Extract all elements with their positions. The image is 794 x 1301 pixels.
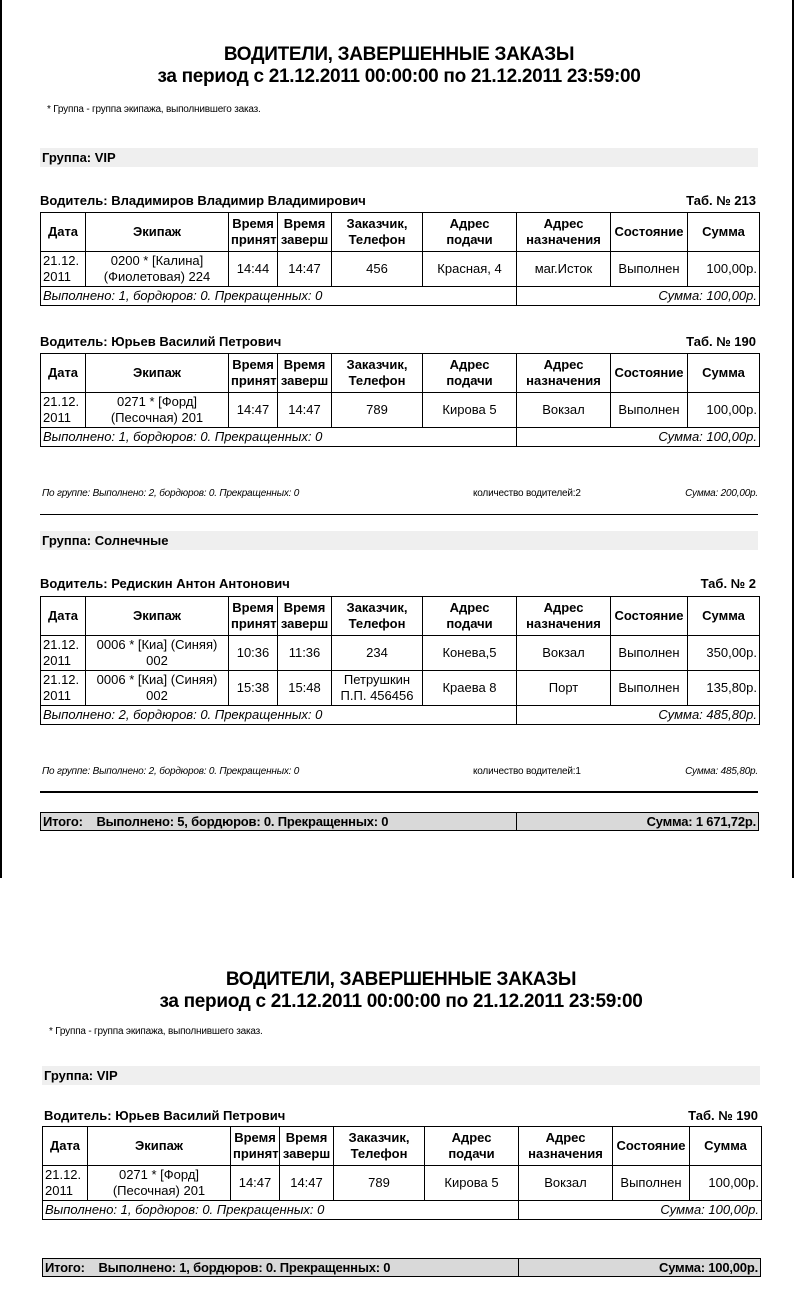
col-time-done [278, 213, 332, 252]
col-crew: Экипаж [86, 213, 229, 252]
cell-date [43, 1166, 88, 1201]
report-title-text: ВОДИТЕЛИ, ЗАВЕРШЕННЫЕ ЗАКАЗЫ [223, 44, 575, 65]
col-label: Заказчик, [346, 600, 408, 615]
cell-done: 15:48 [278, 671, 332, 706]
col-label: Время [234, 1130, 276, 1145]
report-period: за период с 21.12.2011 00:00:00 по 21.12.2011 23:59:00 [159, 991, 643, 1012]
col-time-accepted [231, 1127, 280, 1166]
col-crew: Экипаж [86, 597, 229, 636]
cell-pickup: Кирова 5 [423, 393, 517, 428]
cell-text: Петрушкин [343, 672, 411, 687]
cell-customer [332, 636, 423, 671]
col-pickup [425, 1127, 519, 1166]
cell-sum: 100,00р. [690, 1166, 762, 1201]
cell-text: 21.12. [45, 1167, 82, 1182]
group-driver-count: количество водителей:1 [473, 766, 581, 777]
driver-name: Водитель: Редискин Антон Антонович [40, 576, 290, 591]
driver-summary-sum: Сумма: 100,00р. [519, 1201, 762, 1220]
col-time-done [280, 1127, 334, 1166]
driver-tab-number: Таб. № 2 [700, 576, 756, 591]
cell-text: 2011 [43, 653, 71, 668]
col-label: Адрес [543, 216, 584, 231]
col-label: Адрес [545, 1130, 586, 1145]
orders-table [40, 353, 760, 447]
grand-total-sum: Сумма: 1 671,72р. [646, 814, 756, 829]
col-destination [517, 597, 611, 636]
cell-accepted: 14:47 [229, 393, 278, 428]
col-label: Адрес [543, 357, 584, 372]
cell-crew [88, 1166, 231, 1201]
driver-summary-row [43, 1201, 762, 1220]
cell-text: 21.12. [43, 394, 80, 409]
cell-sum: 350,00р. [688, 636, 760, 671]
cell-text: 002 [146, 653, 168, 668]
col-destination [519, 1127, 613, 1166]
group-total-counts: По группе: Выполнено: 2, бордюров: 0. Прекращенных: 0 [42, 488, 300, 499]
cell-text: 0006 * [Киа] (Синяя) [96, 637, 218, 652]
col-customer [334, 1127, 425, 1166]
cell-sum: 100,00р. [688, 393, 760, 428]
cell-accepted: 15:38 [229, 671, 278, 706]
cell-sum: 100,00р. [688, 252, 760, 287]
cell-text: 789 [368, 1175, 390, 1190]
report-title [4, 969, 794, 1013]
col-label: Время [232, 216, 274, 231]
orders-table [40, 212, 760, 306]
col-label: принят [233, 1146, 279, 1161]
report-title [2, 44, 794, 88]
grand-total-split [518, 1259, 519, 1276]
cell-text: 0271 * [Форд] [116, 394, 198, 409]
table-header-row [41, 354, 760, 393]
col-label: назначения [526, 232, 601, 247]
cell-pickup: Красная, 4 [423, 252, 517, 287]
col-label: Время [283, 600, 326, 615]
col-label: подачи [446, 616, 493, 631]
col-label: Телефон [348, 373, 406, 388]
col-date: Дата [41, 213, 86, 252]
col-crew: Экипаж [88, 1127, 231, 1166]
table-row [41, 636, 760, 671]
driver-tab-number: Таб. № 190 [688, 1108, 758, 1123]
cell-crew [86, 393, 229, 428]
group-header-vip: Группа: VIP [40, 148, 758, 167]
table-row [43, 1166, 762, 1201]
col-date: Дата [43, 1127, 88, 1166]
col-label: принят [231, 232, 277, 247]
col-label: Время [232, 600, 274, 615]
col-state: Состояние [611, 213, 688, 252]
grand-total-counts: Итого: Выполнено: 1, бордюров: 0. Прекращенных: 0 [45, 1260, 391, 1275]
report-note: * Группа - группа экипажа, выполнившего заказ. [49, 1026, 263, 1037]
cell-text: П.П. 456456 [340, 688, 414, 703]
group-total-sum: Сумма: 485,80р. [685, 766, 758, 777]
cell-customer [334, 1166, 425, 1201]
group-divider [40, 514, 758, 515]
driver-summary-counts: Выполнено: 1, бордюров: 0. Прекращенных: 0 [41, 428, 517, 447]
cell-text: 2011 [43, 269, 71, 284]
grand-total-sum: Сумма: 100,00р. [659, 1260, 758, 1275]
col-label: заверш [280, 373, 329, 388]
col-label: принят [231, 616, 277, 631]
driver-name: Водитель: Владимиров Владимир Владимирович [40, 193, 366, 208]
driver-summary-row [41, 287, 760, 306]
cell-accepted: 14:47 [231, 1166, 280, 1201]
driver-summary-counts: Выполнено: 1, бордюров: 0. Прекращенных: 0 [43, 1201, 519, 1220]
report-title-text: ВОДИТЕЛИ, ЗАВЕРШЕННЫЕ ЗАКАЗЫ [225, 969, 577, 990]
col-customer [332, 597, 423, 636]
cell-state: Выполнен [611, 252, 688, 287]
cell-done: 11:36 [278, 636, 332, 671]
col-label: назначения [528, 1146, 603, 1161]
table-header-row [41, 597, 760, 636]
totals-divider [40, 791, 758, 793]
grand-total-counts: Итого: Выполнено: 5, бордюров: 0. Прекращенных: 0 [43, 814, 389, 829]
col-label: подачи [446, 232, 493, 247]
col-label: подачи [446, 373, 493, 388]
col-label: Адрес [449, 216, 490, 231]
cell-state: Выполнен [611, 636, 688, 671]
driver-summary-counts: Выполнено: 1, бордюров: 0. Прекращенных: 0 [41, 287, 517, 306]
group-header-solnechnye: Группа: Солнечные [40, 531, 758, 550]
driver-summary-sum: Сумма: 100,00р. [517, 428, 760, 447]
cell-text: 0200 * [Калина] [110, 253, 204, 268]
cell-customer [332, 671, 423, 706]
driver-name: Водитель: Юрьев Василий Петрович [40, 334, 282, 349]
orders-table [42, 1126, 762, 1220]
col-crew: Экипаж [86, 354, 229, 393]
grand-total-split [516, 813, 517, 830]
col-state: Состояние [613, 1127, 690, 1166]
orders-table [40, 596, 760, 725]
col-label: Телефон [348, 616, 406, 631]
driver-summary-sum: Сумма: 485,80р. [517, 706, 760, 725]
grand-total-bar [42, 1258, 761, 1277]
cell-text: 002 [146, 688, 168, 703]
table-row [41, 252, 760, 287]
col-date: Дата [41, 597, 86, 636]
table-row [41, 393, 760, 428]
col-label: Телефон [350, 1146, 408, 1161]
driver-header [40, 576, 756, 592]
cell-state: Выполнен [611, 671, 688, 706]
cell-destination: Вокзал [517, 393, 611, 428]
col-time-done [278, 354, 332, 393]
col-time-done [278, 597, 332, 636]
col-label: заверш [280, 616, 329, 631]
col-label: Заказчик, [348, 1130, 410, 1145]
cell-date [41, 671, 86, 706]
col-sum: Сумма [688, 597, 760, 636]
cell-done: 14:47 [278, 252, 332, 287]
col-customer [332, 213, 423, 252]
cell-sum: 135,80р. [688, 671, 760, 706]
col-time-accepted [229, 354, 278, 393]
cell-done: 14:47 [280, 1166, 334, 1201]
cell-destination: Вокзал [519, 1166, 613, 1201]
cell-destination: маг.Исток [517, 252, 611, 287]
cell-text: 21.12. [43, 253, 80, 268]
group-total-solnechnye [42, 765, 758, 779]
grand-total-bar [40, 812, 759, 831]
col-label: принят [231, 373, 277, 388]
cell-done: 14:47 [278, 393, 332, 428]
cell-date [41, 393, 86, 428]
cell-text: 2011 [43, 410, 71, 425]
col-label: Адрес [451, 1130, 492, 1145]
col-label: Время [283, 357, 326, 372]
table-header-row [41, 213, 760, 252]
cell-crew [86, 671, 229, 706]
col-time-accepted [229, 213, 278, 252]
col-pickup [423, 213, 517, 252]
col-label: Время [232, 357, 274, 372]
cell-pickup: Кирова 5 [425, 1166, 519, 1201]
col-label: Заказчик, [346, 357, 408, 372]
cell-text: 2011 [43, 688, 71, 703]
col-date: Дата [41, 354, 86, 393]
cell-destination: Порт [517, 671, 611, 706]
col-label: заверш [282, 1146, 331, 1161]
col-label: заверш [280, 232, 329, 247]
driver-header [40, 193, 756, 209]
cell-accepted: 10:36 [229, 636, 278, 671]
driver-summary-counts: Выполнено: 2, бордюров: 0. Прекращенных: 0 [41, 706, 517, 725]
table-row [41, 671, 760, 706]
group-total-sum: Сумма: 200,00р. [685, 488, 758, 499]
col-state: Состояние [611, 597, 688, 636]
cell-text: 789 [366, 402, 388, 417]
report-page-2 [0, 950, 794, 1301]
col-destination [517, 213, 611, 252]
cell-crew [86, 252, 229, 287]
col-label: Адрес [449, 357, 490, 372]
cell-text: 21.12. [43, 637, 80, 652]
cell-text: 234 [366, 645, 388, 660]
col-time-accepted [229, 597, 278, 636]
cell-text: (Песочная) 201 [110, 410, 204, 425]
cell-state: Выполнен [613, 1166, 690, 1201]
col-sum: Сумма [690, 1127, 762, 1166]
cell-pickup: Краева 8 [423, 671, 517, 706]
col-label: Адрес [543, 600, 584, 615]
col-sum: Сумма [688, 213, 760, 252]
cell-text: 0006 * [Киа] (Синяя) [96, 672, 218, 687]
driver-tab-number: Таб. № 213 [686, 193, 756, 208]
driver-summary-row [41, 428, 760, 447]
cell-destination: Вокзал [517, 636, 611, 671]
group-header-vip: Группа: VIP [42, 1066, 760, 1085]
col-label: назначения [526, 373, 601, 388]
cell-text: (Фиолетовая) 224 [103, 269, 211, 284]
col-label: Телефон [348, 232, 406, 247]
col-label: Время [283, 216, 326, 231]
cell-state: Выполнен [611, 393, 688, 428]
driver-header [44, 1108, 758, 1124]
col-destination [517, 354, 611, 393]
table-header-row [43, 1127, 762, 1166]
col-state: Состояние [611, 354, 688, 393]
cell-customer [332, 393, 423, 428]
col-label: подачи [448, 1146, 495, 1161]
col-label: Адрес [449, 600, 490, 615]
col-customer [332, 354, 423, 393]
cell-text: 21.12. [43, 672, 80, 687]
cell-date [41, 252, 86, 287]
col-pickup [423, 597, 517, 636]
col-label: Заказчик, [346, 216, 408, 231]
report-period: за период с 21.12.2011 00:00:00 по 21.12.2011 23:59:00 [157, 66, 641, 87]
col-label: назначения [526, 616, 601, 631]
cell-accepted: 14:44 [229, 252, 278, 287]
cell-text: 2011 [45, 1183, 73, 1198]
report-note: * Группа - группа экипажа, выполнившего заказ. [47, 104, 261, 115]
cell-date [41, 636, 86, 671]
group-driver-count: количество водителей:2 [473, 488, 581, 499]
driver-summary-row [41, 706, 760, 725]
col-label: Время [285, 1130, 328, 1145]
cell-pickup: Конева,5 [423, 636, 517, 671]
driver-header [40, 334, 756, 350]
cell-crew [86, 636, 229, 671]
col-pickup [423, 354, 517, 393]
cell-text: 456 [366, 261, 388, 276]
driver-name: Водитель: Юрьев Василий Петрович [44, 1108, 286, 1123]
cell-customer [332, 252, 423, 287]
cell-text: (Песочная) 201 [112, 1183, 206, 1198]
group-total-counts: По группе: Выполнено: 2, бордюров: 0. Прекращенных: 0 [42, 766, 300, 777]
cell-text: 0271 * [Форд] [118, 1167, 200, 1182]
group-total-vip [42, 487, 758, 501]
driver-tab-number: Таб. № 190 [686, 334, 756, 349]
driver-summary-sum: Сумма: 100,00р. [517, 287, 760, 306]
col-sum: Сумма [688, 354, 760, 393]
